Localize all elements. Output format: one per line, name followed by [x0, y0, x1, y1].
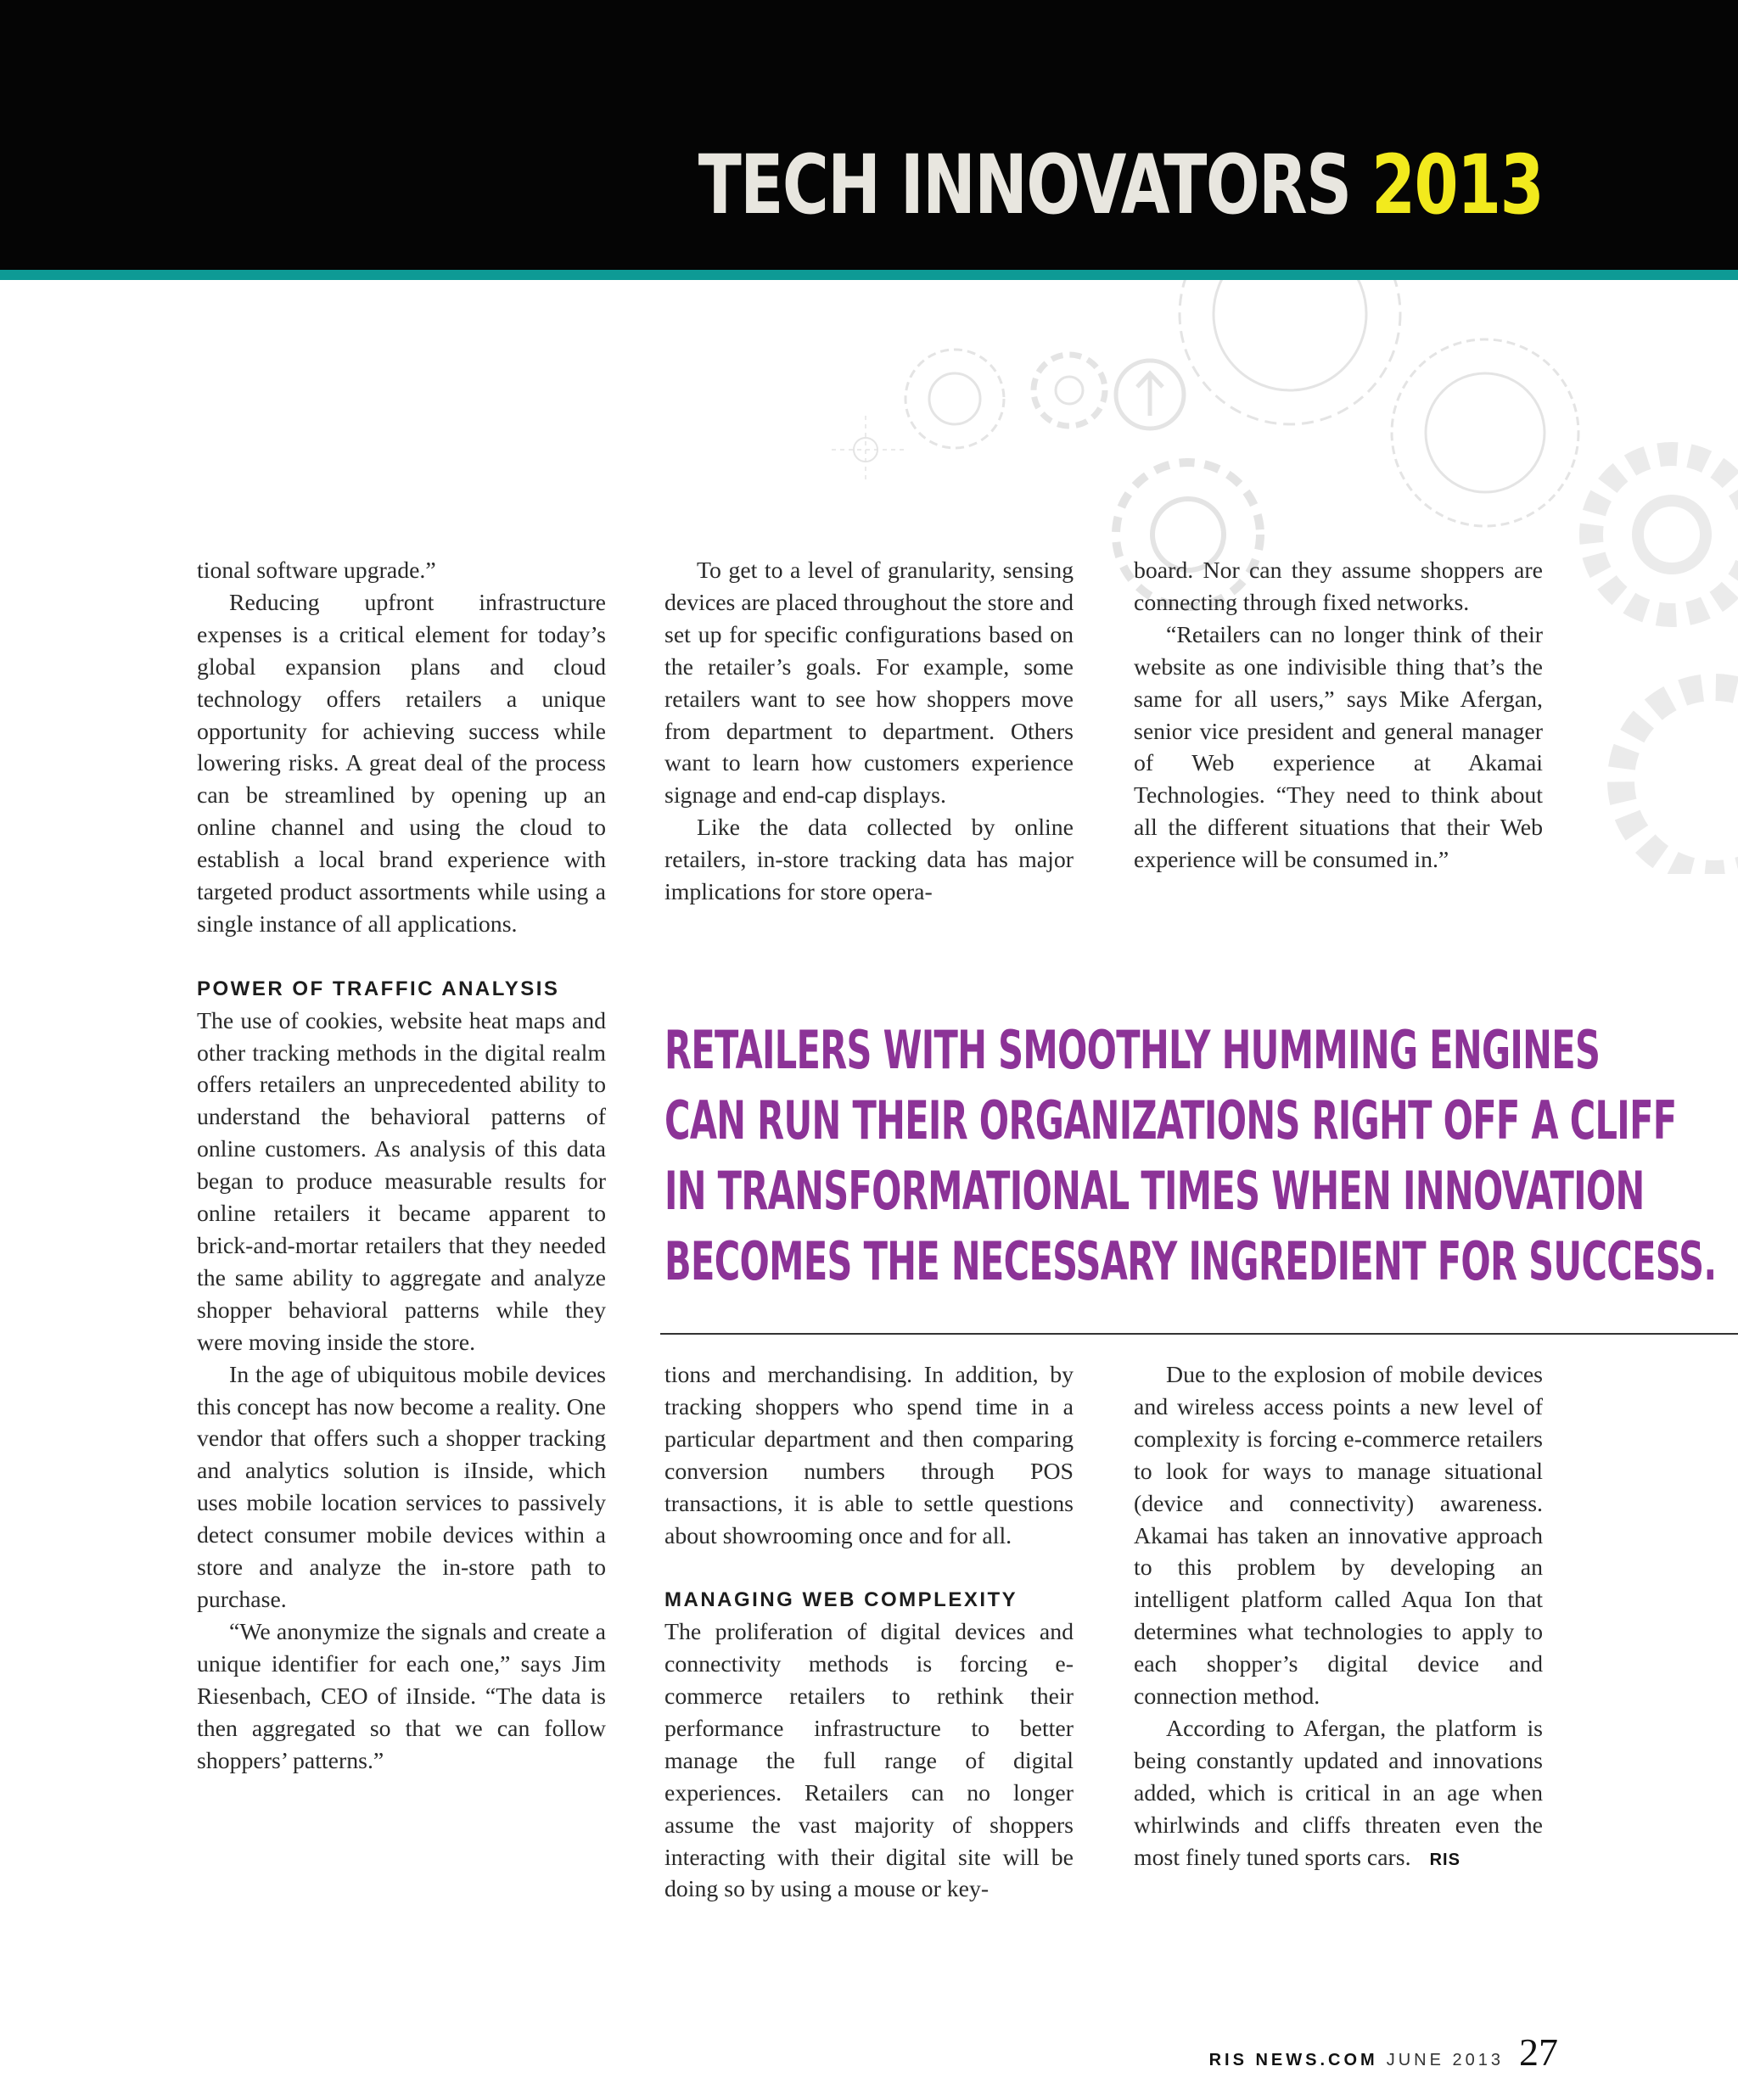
section-heading: MANAGING WEB COMPLEXITY [664, 1588, 1018, 1612]
gear-icon [1180, 280, 1400, 424]
paragraph-gap [664, 1552, 1074, 1584]
page-number: 27 [1519, 2030, 1558, 2074]
pull-quote-rule [660, 1333, 1738, 1335]
body-paragraph: In the age of ubiquitous mobile devices this concept has now become a reality. One vendor that offers such a shopper tracking and analytics solution is iInside, which uses mobile location services to passively detect consumer mobile devices within a store and analyze the in-store path to purchase. [197, 1361, 606, 1613]
pull-quote-line: IN TRANSFORMATIONAL TIMES WHEN INNOVATION [664, 1160, 1645, 1222]
body-paragraph: tions and merchandising. In addition, by tracking shoppers who spend time in a particular department and then comparing conversion numbers through POS transactions, it is able to settle questions about showrooming once and for all. [664, 1362, 1074, 1549]
body-paragraph [1134, 1713, 1543, 1877]
body-paragraph: To get to a level of granularity, sensing devices are placed throughout the store and set up for specific configurations based on the retailer’s goals. For example, some retailers want to see how shoppers move from department to department. Others want to learn how customers experience signage and end-cap displays. [664, 557, 1074, 809]
pull-quote-line: BECOMES THE NECESSARY INGREDIENT FOR SUCCESS. [664, 1230, 1717, 1292]
body-paragraph: tional software upgrade.” [197, 557, 436, 584]
body-paragraph: The proliferation of digital devices and connectivity methods is forcing e-commerce retailers to rethink their performance infrastructure to better manage the full range of digital experiences. Retailers can no longer assume the vast majority of shoppers interacting with their digital site will be doing so by using a mouse or key- [664, 1619, 1074, 1903]
pull-quote [664, 1015, 1717, 1296]
gear-icon [905, 350, 1004, 448]
footer-date: JUNE 2013 [1386, 2051, 1504, 2069]
page-footer [1209, 2030, 1558, 2075]
column-2-bottom [664, 1359, 1074, 1906]
header-accent-rule [0, 270, 1738, 280]
gear-icon [1621, 687, 1738, 874]
body-paragraph: Due to the explosion of mobile devices and wireless access points a new level of complexity is forcing e-commerce retailers to look for ways to manage situational (device and connectivity) awareness. Akamai has taken an innovative approach to this problem by developing an intelligent platform called Aqua Ion that determines what technologies to apply to each shopper’s digital device and connection method. [1134, 1362, 1543, 1711]
column-3-bottom [1134, 1359, 1543, 1877]
closing-paragraph-text: According to Afergan, the platform is being constantly updated and innovations added, which is critical in an age when whirlwinds and cliffs threaten even the most finely tuned sports cars. [1134, 1715, 1543, 1871]
body-paragraph: “Retailers can no longer think of their website as one indivisible thing that’s the same for all users,” says Mike Afergan, senior vice president and general manager of Web experience at Akamai Technologies. “They need to think about all the different situations that their Web experience will be consumed in.” [1134, 621, 1543, 874]
footer-site: RIS NEWS.COM [1208, 2051, 1378, 2069]
gear-icon [1034, 355, 1105, 426]
paragraph-gap [197, 941, 606, 973]
gear-icon [1392, 339, 1578, 526]
pull-quote-line: RETAILERS WITH SMOOTHLY HUMMING ENGINES [664, 1019, 1601, 1081]
banner-title-year: 2013 [1371, 137, 1543, 232]
section-heading: POWER OF TRAFFIC ANALYSIS [197, 977, 560, 1000]
body-paragraph: Reducing upfront infrastructure expenses is a critical element for today’s global expansion plans and cloud technology offers retailers a unique opportunity for achieving success while lowering risks. A great deal of the process can be streamlined by opening up an online channel and using the cloud to establish a local brand experience with targeted product assortments while using a single instance of all applications. [197, 589, 606, 938]
gear-icon [832, 416, 908, 484]
column-3-top [1134, 555, 1543, 876]
gear-icon [1591, 454, 1738, 615]
body-paragraph: The use of cookies, website heat maps and other tracking methods in the digital realm offers retailers an unprecedented ability to understand the behavioral patterns of online customers. As analysis of this data began to produce measurable results for online retailers it became apparent to brick-and-mortar retailers that they needed the same ability to aggregate and analyze shopper behavioral patterns while they were moving inside the store. [197, 1007, 606, 1356]
pull-quote-line: CAN RUN THEIR ORGANIZATIONS RIGHT OFF A CLIFF [664, 1089, 1677, 1151]
banner-title-text: TECH INNOVATORS [698, 137, 1351, 232]
column-1-top [197, 555, 606, 1777]
body-paragraph: board. Nor can they assume shoppers are connecting through fixed networks. [1134, 557, 1543, 616]
column-2-top [664, 555, 1074, 909]
body-paragraph: Like the data collected by online retailers, in-store tracking data has major implications for store opera- [664, 815, 1074, 906]
end-mark: RIS [1429, 1850, 1460, 1869]
arrow-up-icon [1116, 361, 1184, 428]
body-paragraph: “We anonymize the signals and create a unique identifier for each one,” says Jim Riesenbach, CEO of iInside. “The data is then aggregated so that we can follow shoppers’ patterns.” [197, 1618, 606, 1774]
section-banner-title [698, 137, 1543, 232]
